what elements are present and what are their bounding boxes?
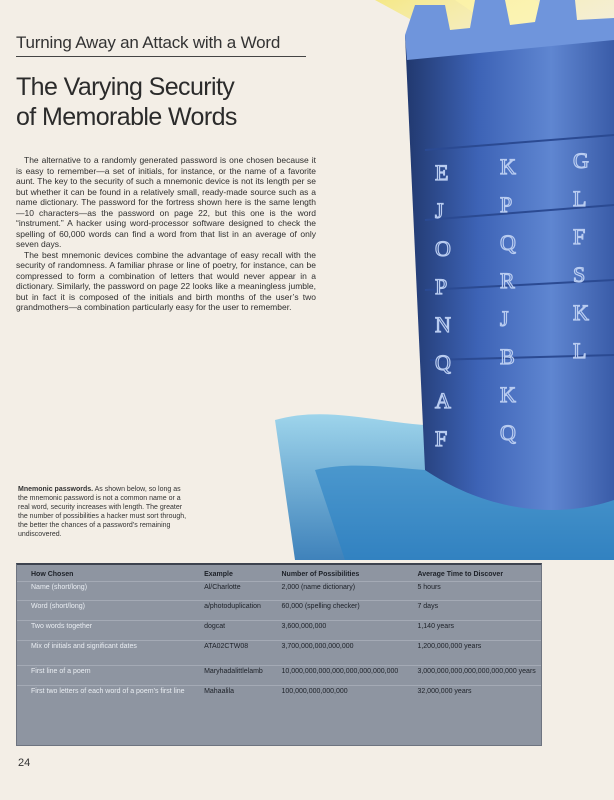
table-cell: 5 hours — [403, 582, 541, 601]
tower-letter: G — [573, 148, 589, 173]
tower-letter: S — [573, 262, 586, 287]
tower-letter: Q — [500, 420, 516, 445]
tower-letter: P — [500, 192, 513, 217]
tower-letter: L — [573, 338, 587, 363]
tower-illustration — [255, 0, 614, 560]
tower-letter: Q — [435, 350, 451, 375]
table-cell: Maryhadalittlelamb — [190, 666, 267, 686]
tower-letter: K — [500, 154, 516, 179]
table-cell: 7 days — [403, 601, 541, 621]
table-cell: Al/Charlotte — [190, 582, 267, 601]
table-row — [17, 686, 541, 711]
tower-letter: P — [435, 274, 448, 299]
paragraph: The best mnemonic devices combine the advantage of easy recall with the security of randomness. A familiar phrase or line of poetry, for instance, can be compressed to form a combination of letters that would never appear in a dictionary. Similarly, the password on page 22 looks like a meaningless jumble, but in fact it is composed of the initials and birth months of the user’s two grandmothers—a combination particularly easy for the user to remember. — [16, 249, 316, 312]
tower-letter: J — [435, 198, 444, 223]
mnemonic-table — [16, 563, 542, 746]
tower-letter: Q — [500, 230, 516, 255]
table-cell: First line of a poem — [17, 666, 190, 686]
table-cell: First two letters of each word of a poem’s first line — [17, 686, 190, 711]
table-row — [17, 601, 541, 621]
tower-letter: E — [435, 160, 449, 185]
table-cell: 10,000,000,000,000,000,000,000,000 — [267, 666, 403, 686]
paragraph: The alternative to a randomly generated password is one chosen because it is easy to remember—a set of initials, for instance, or the name of a favorite aunt. The key to the security of such a mnemonic device is not its length per se but whether it can be found in a relatively small, ready-made source such as a name dictionary. The password for the fortress shown here is the same length—10 characters—as the password on page 22, but this one is the word “instrument.” A hacker using word-processor software designed to check the spelling of 60,000 words can find a word from that list in an average of only seven days. — [16, 155, 316, 249]
table-cell: Mahaalila — [190, 686, 267, 711]
table-header: Number of Possibilities — [281, 571, 360, 578]
tower-letter: F — [435, 426, 448, 451]
tower-letter: L — [573, 186, 587, 211]
headline-line-2: of Memorable Words — [16, 103, 237, 131]
table-row — [17, 621, 541, 641]
section-title: Turning Away an Attack with a Word — [16, 33, 281, 52]
table-cell: Mix of initials and significant dates — [17, 641, 190, 666]
tower-letter: K — [573, 300, 589, 325]
table-cell: 1,140 years — [403, 621, 541, 641]
tower-letter: O — [435, 236, 451, 261]
caption-title: Mnemonic passwords. — [18, 486, 94, 493]
tower-letter: J — [500, 306, 509, 331]
caption — [18, 485, 188, 539]
headline-line-1: The Varying Security — [16, 73, 235, 101]
table-cell: 3,700,000,000,000,000 — [267, 641, 403, 666]
table-cell: 3,000,000,000,000,000,000,000 years — [403, 666, 541, 686]
table-header: Example — [204, 571, 233, 578]
tower-letter: F — [573, 224, 586, 249]
tower-letter: R — [500, 268, 515, 293]
tower-letter: N — [435, 312, 451, 337]
tower-letter: K — [500, 382, 516, 407]
tower-letter: A — [435, 388, 451, 413]
table-row — [17, 582, 541, 601]
page-number: 24 — [18, 757, 31, 769]
table-cell: ATA02CTW08 — [190, 641, 267, 666]
table-header: How Chosen — [31, 571, 74, 578]
table-header: Average Time to Discover — [417, 571, 504, 578]
tower-letter: B — [500, 344, 515, 369]
table-row — [17, 641, 541, 666]
table-cell: Name (short/long) — [17, 582, 190, 601]
table-cell: 60,000 (spelling checker) — [267, 601, 403, 621]
table-cell: 2,000 (name dictionary) — [267, 582, 403, 601]
table-cell: 1,200,000,000 years — [403, 641, 541, 666]
table-cell: dogcat — [190, 621, 267, 641]
table-cell: 100,000,000,000,000 — [267, 686, 403, 711]
table-cell: a/photoduplication — [190, 601, 267, 621]
caption-text: As shown below, so long as the mnemonic password is not a common name or a real word, security increases with length. The greater the number of possibilities a hacker must sort through, the better the chances of a password’s remaining undiscovered. — [18, 486, 187, 538]
table-header-row — [17, 565, 541, 582]
table-cell: Word (short/long) — [17, 601, 190, 621]
table-cell: 3,600,000,000 — [267, 621, 403, 641]
table-cell: Two words together — [17, 621, 190, 641]
table-row — [17, 666, 541, 686]
table-cell: 32,000,000 years — [403, 686, 541, 711]
